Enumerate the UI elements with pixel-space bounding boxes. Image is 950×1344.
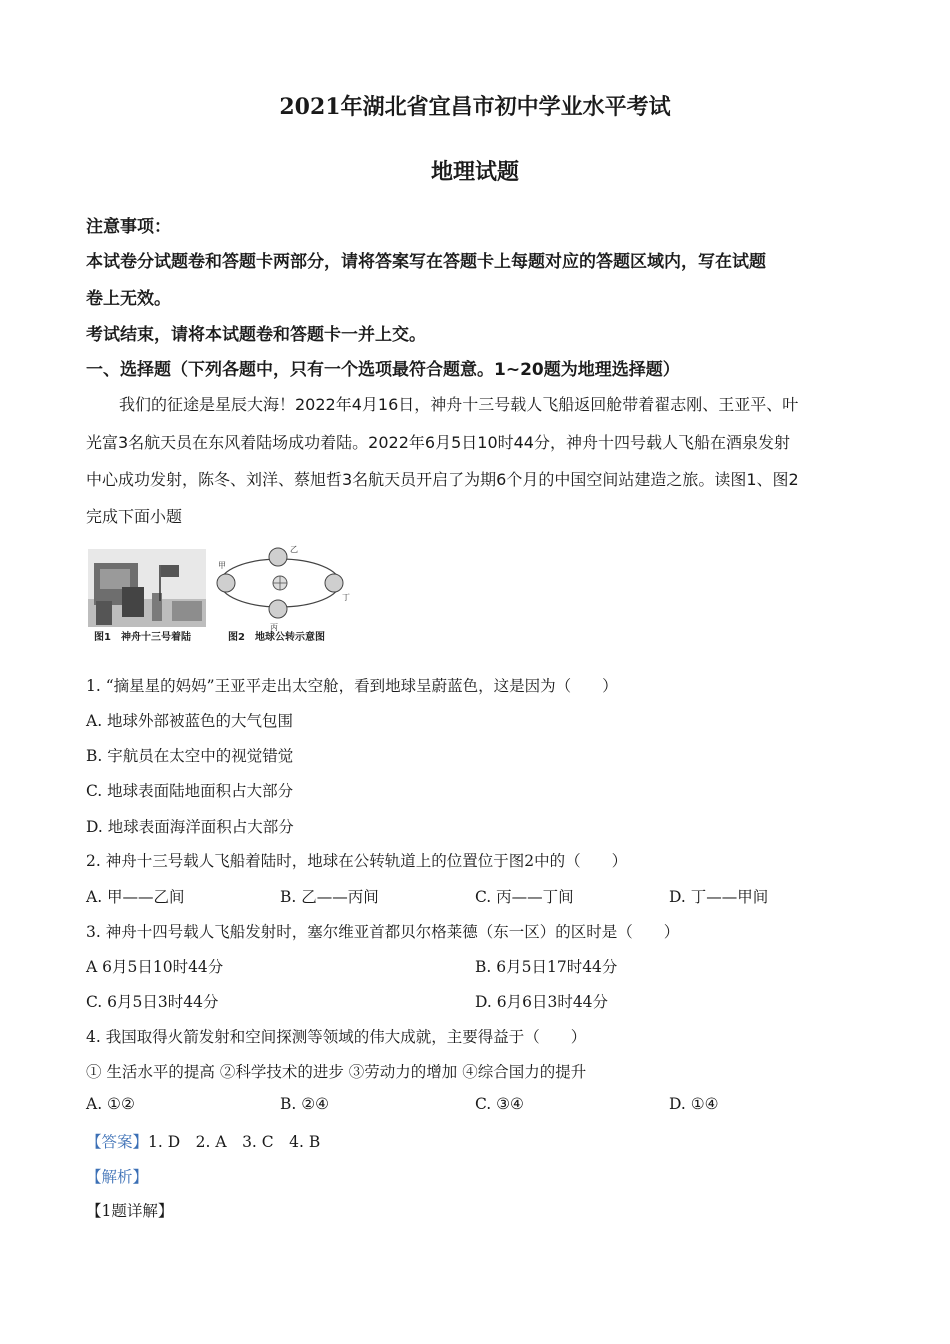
q1-option-b: B. 宇航员在太空中的视觉错觉 [86,747,294,765]
q1-stem: 1. “摘星星的妈妈”王亚平走出太空舱，看到地球呈蔚蓝色，这是因为（ ） [86,677,618,695]
q4-stem: 4. 我国取得火箭发射和空间探测等领域的伟大成就，主要得益于（ ） [86,1028,587,1046]
q3-stem: 3. 神舟十四号载人飞船发射时，塞尔维亚首都贝尔格莱德（东一区）的区时是（ ） [86,923,680,941]
answer-line [86,1130,320,1152]
q4-option-a: A. ①② [86,1095,135,1113]
q1-option-a: A. 地球外部被蓝色的大气包围 [86,712,294,730]
q2-option-a: A. 甲——乙间 [86,888,185,906]
orbit-label-yi: 乙 [290,545,298,554]
q2-stem: 2. 神舟十三号载人飞船着陆时，地球在公转轨道上的位置位于图2中的（ ） [86,852,628,870]
q1-option-d: D. 地球表面海洋面积占大部分 [86,818,294,836]
passage-line: 中心成功发射，陈冬、刘洋、蔡旭哲3名航天员开启了为期6个月的中国空间站建造之旅。读图1、图2 [86,470,799,489]
page-subtitle: 地理试题 [430,159,519,185]
q2-option-d: D. 丁——甲间 [669,888,769,906]
q4-options-line: ① 生活水平的提高 ②科学技术的进步 ③劳动力的增加 ④综合国力的提升 [86,1063,587,1081]
orbit-diagram [217,545,350,632]
q1-option-c: C. 地球表面陆地面积占大部分 [86,782,294,800]
section-heading: 一、选择题（下列各题中，只有一个选项最符合题意。1~20题为地理选择题） [86,360,680,380]
q3-option-d: D. 6月6日3时44分 [475,993,609,1011]
answer-label: 【答案】 [86,1133,149,1151]
orbit-label-bing: 丙 [270,623,278,632]
fig2-caption: 图2 地球公转示意图 [228,632,325,643]
q2-option-c: C. 丙——丁间 [475,888,574,906]
orbit-label-ding: 丁 [342,593,350,602]
fig1-caption: 图1 神舟十三号着陆 [94,632,191,643]
passage-line: 完成下面小题 [86,507,183,526]
notice-line1: 本试卷分试题卷和答题卡两部分，请将答案写在答题卡上每题对应的答题区域内，写在试题 [86,252,766,272]
analysis-label: 【解析】 [86,1168,149,1186]
notice-line3: 考试结束，请将本试题卷和答题卡一并上交。 [86,325,426,345]
answer-text: 1. D 2. A 3. C 4. B [148,1133,321,1151]
orbit-label-jia: 甲 [218,561,226,570]
q3-option-b: B. 6月5日17时44分 [475,958,618,976]
passage-line: 我们的征途是星辰大海！2022年4月16日，神舟十三号载人飞船返回舱带着翟志刚、王亚平、叶 [119,395,799,414]
q4-option-c: C. ③④ [475,1095,524,1113]
landing-photo [88,549,206,627]
q3-option-c: C. 6月5日3时44分 [86,993,219,1011]
passage-line: 光富3名航天员在东风着陆场成功着陆。2022年6月5日10时44分，神舟十四号载人飞船在酒泉发射 [86,433,790,452]
q4-option-d: D. ①④ [669,1095,719,1113]
page-title: 2021年湖北省宜昌市初中学业水平考试 [279,94,671,120]
notice-line2: 卷上无效。 [86,289,171,309]
q4-option-b: B. ②④ [280,1095,330,1113]
q3-option-a: A 6月5日10时44分 [86,958,224,976]
q2-option-b: B. 乙——丙间 [280,888,379,906]
figures-image [86,543,356,648]
detail-label: 【1题详解】 [86,1202,174,1220]
notice-heading: 注意事项： [86,217,171,237]
